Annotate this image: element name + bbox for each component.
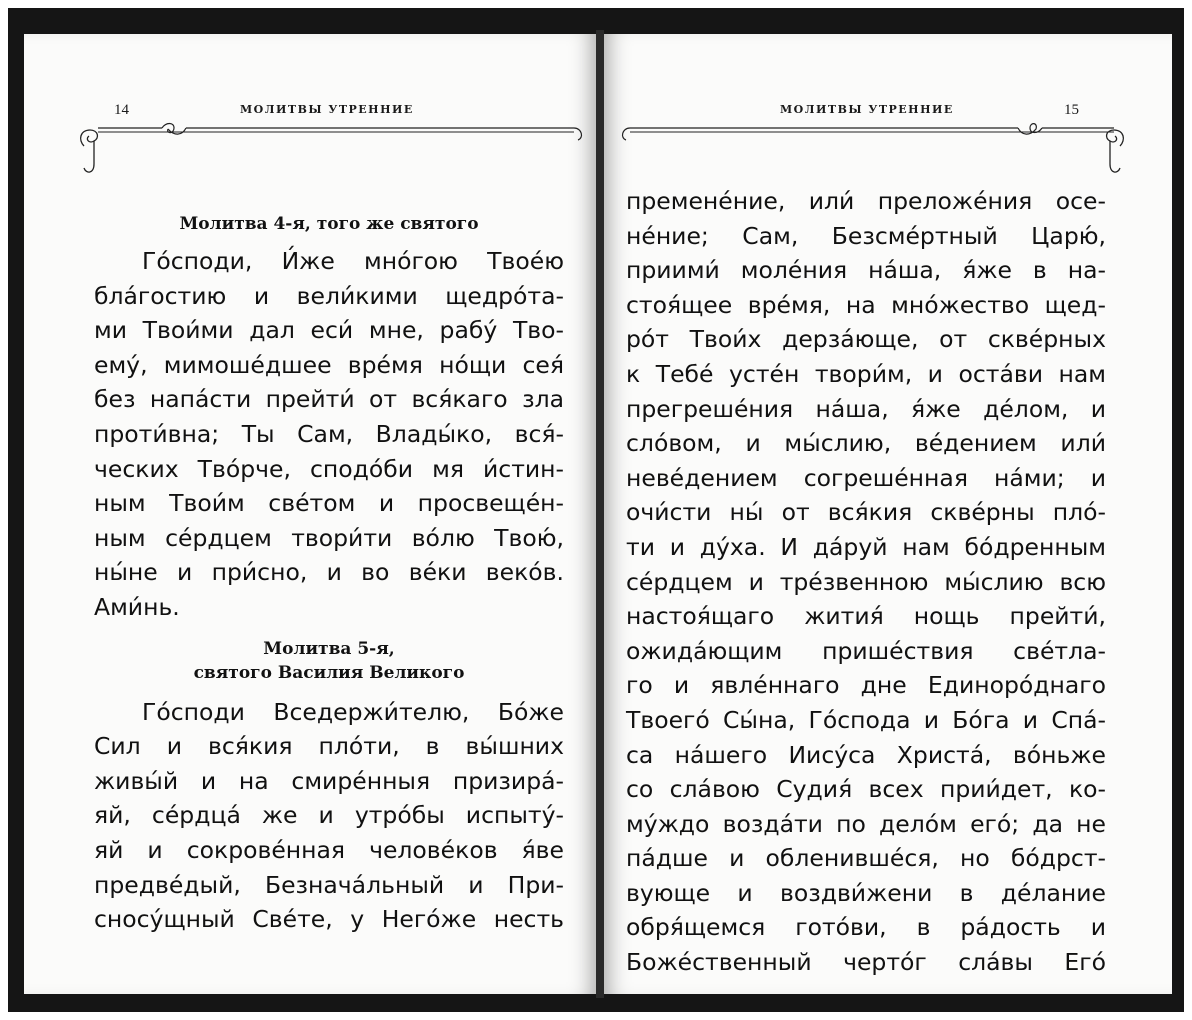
text-line: бла́гостию и вели́кими щедро́та- <box>94 281 564 310</box>
running-title: МОЛИТВЫ УТРЕННИЕ <box>780 103 954 116</box>
text-line: са на́шего Иису́са Христа́, во́ньже <box>626 740 1106 769</box>
text-line: Ами́нь. <box>94 592 180 621</box>
prayer-title: Молитва 5-я, <box>263 638 395 659</box>
text-line: очи́сти ны́ от вся́кия скве́рны пло́- <box>626 498 1106 527</box>
text-line: живы́й и на смире́нныя призира́- <box>94 766 564 795</box>
text-line: ро́т Твои́х дерза́юще, от скве́рных <box>626 325 1106 354</box>
text-line: неве́дением согреше́нная на́ми; и <box>626 463 1106 492</box>
text-line: обря́щемся гото́ви, в ра́дость и <box>626 913 1106 942</box>
text-line: го и явле́ннаго дне Единоро́днаго <box>626 671 1106 700</box>
text-line: Го́споди, И́же мно́гою Твое́ю <box>142 247 564 275</box>
text-line: Твоего́ Сы́на, Го́спода и Бо́га и Спа́- <box>626 705 1106 734</box>
prayer-title: святого Василия Великого <box>193 662 465 683</box>
page-number: 15 <box>1064 102 1079 118</box>
text-line: сло́вом, и мы́слию, ве́дением или́ <box>626 429 1106 458</box>
text-line: ему́, мимоше́дшее вре́мя но́щи сея́ <box>94 350 564 379</box>
text-line: яй, се́рдца́ же и утро́бы испыту́- <box>94 801 564 830</box>
right-page <box>604 34 1172 994</box>
right-page-header <box>618 94 1138 184</box>
page-number: 14 <box>114 102 129 118</box>
text-line: к Тебе́ усте́н твори́м, и оста́ви нам <box>626 359 1106 388</box>
text-line: предве́дый, Безнача́льный и При- <box>94 870 564 899</box>
text-line: со сла́вою Судия́ всех прии́дет, ко- <box>626 775 1106 804</box>
left-page <box>24 34 596 994</box>
prayer-title: Молитва 4-я, того же святого <box>179 214 479 234</box>
text-line: се́рдцем и тре́звенною мы́слию всю <box>626 567 1106 596</box>
text-line: ми Твои́ми дал еси́ мне, рабу́ Тво- <box>94 316 564 345</box>
text-line: не́ние; Сам, Безсме́ртный Царю́, <box>626 221 1106 250</box>
text-line: сносу́щный Све́те, у Него́же несть <box>94 905 564 934</box>
text-line: ны́не и при́сно, и во ве́ки веко́в. <box>94 558 564 587</box>
left-page-text <box>94 212 564 937</box>
text-line: ческих Тво́рче, сподо́би мя и́стин- <box>94 454 564 483</box>
text-line: приими́ моле́ния на́ша, я́же в на- <box>626 256 1106 285</box>
text-line: вующе и воздви́жени в де́лание <box>626 878 1106 907</box>
text-line: му́ждо возда́ти по дело́м его́; да не <box>626 809 1106 838</box>
text-line: настоя́щаго жития́ нощь прейти́, <box>626 602 1106 631</box>
text-line: без напа́сти прейти́ от вся́каго зла <box>94 385 564 414</box>
text-line: ти и ду́ха. И да́руй нам бо́дренным <box>626 532 1106 561</box>
book-gutter <box>596 30 604 998</box>
left-page-header <box>74 94 586 184</box>
text-line: премене́ние, или́ преложе́ния осе- <box>626 187 1106 215</box>
text-line: ным се́рдцем твори́ти во́лю Твою́, <box>94 523 564 552</box>
text-line: стоя́щее вре́мя, на мно́жество щед- <box>626 290 1106 319</box>
text-line: прегреше́ния на́ша, я́же де́лом, и <box>626 394 1106 423</box>
running-title: МОЛИТВЫ УТРЕННИЕ <box>240 103 414 116</box>
text-line: яй и сокрове́нная челове́ков я́ве <box>94 835 564 864</box>
text-line: Боже́ственный черто́г сла́вы Его́ <box>626 948 1106 977</box>
text-line: па́дше и обленивше́ся, но бо́дрст- <box>626 844 1106 873</box>
right-page-text <box>626 184 1106 980</box>
text-line: ным Твои́м све́том и просвеще́н- <box>94 489 564 518</box>
text-line: Сил и вся́кия пло́ти, в вы́шних <box>94 732 564 761</box>
text-line: Го́споди Вседержи́телю, Бо́же <box>142 697 564 726</box>
text-line: ожида́ющим прише́ствия све́тла- <box>626 636 1106 665</box>
text-line: проти́вна; Ты Сам, Влады́ко, вся́- <box>94 419 564 448</box>
